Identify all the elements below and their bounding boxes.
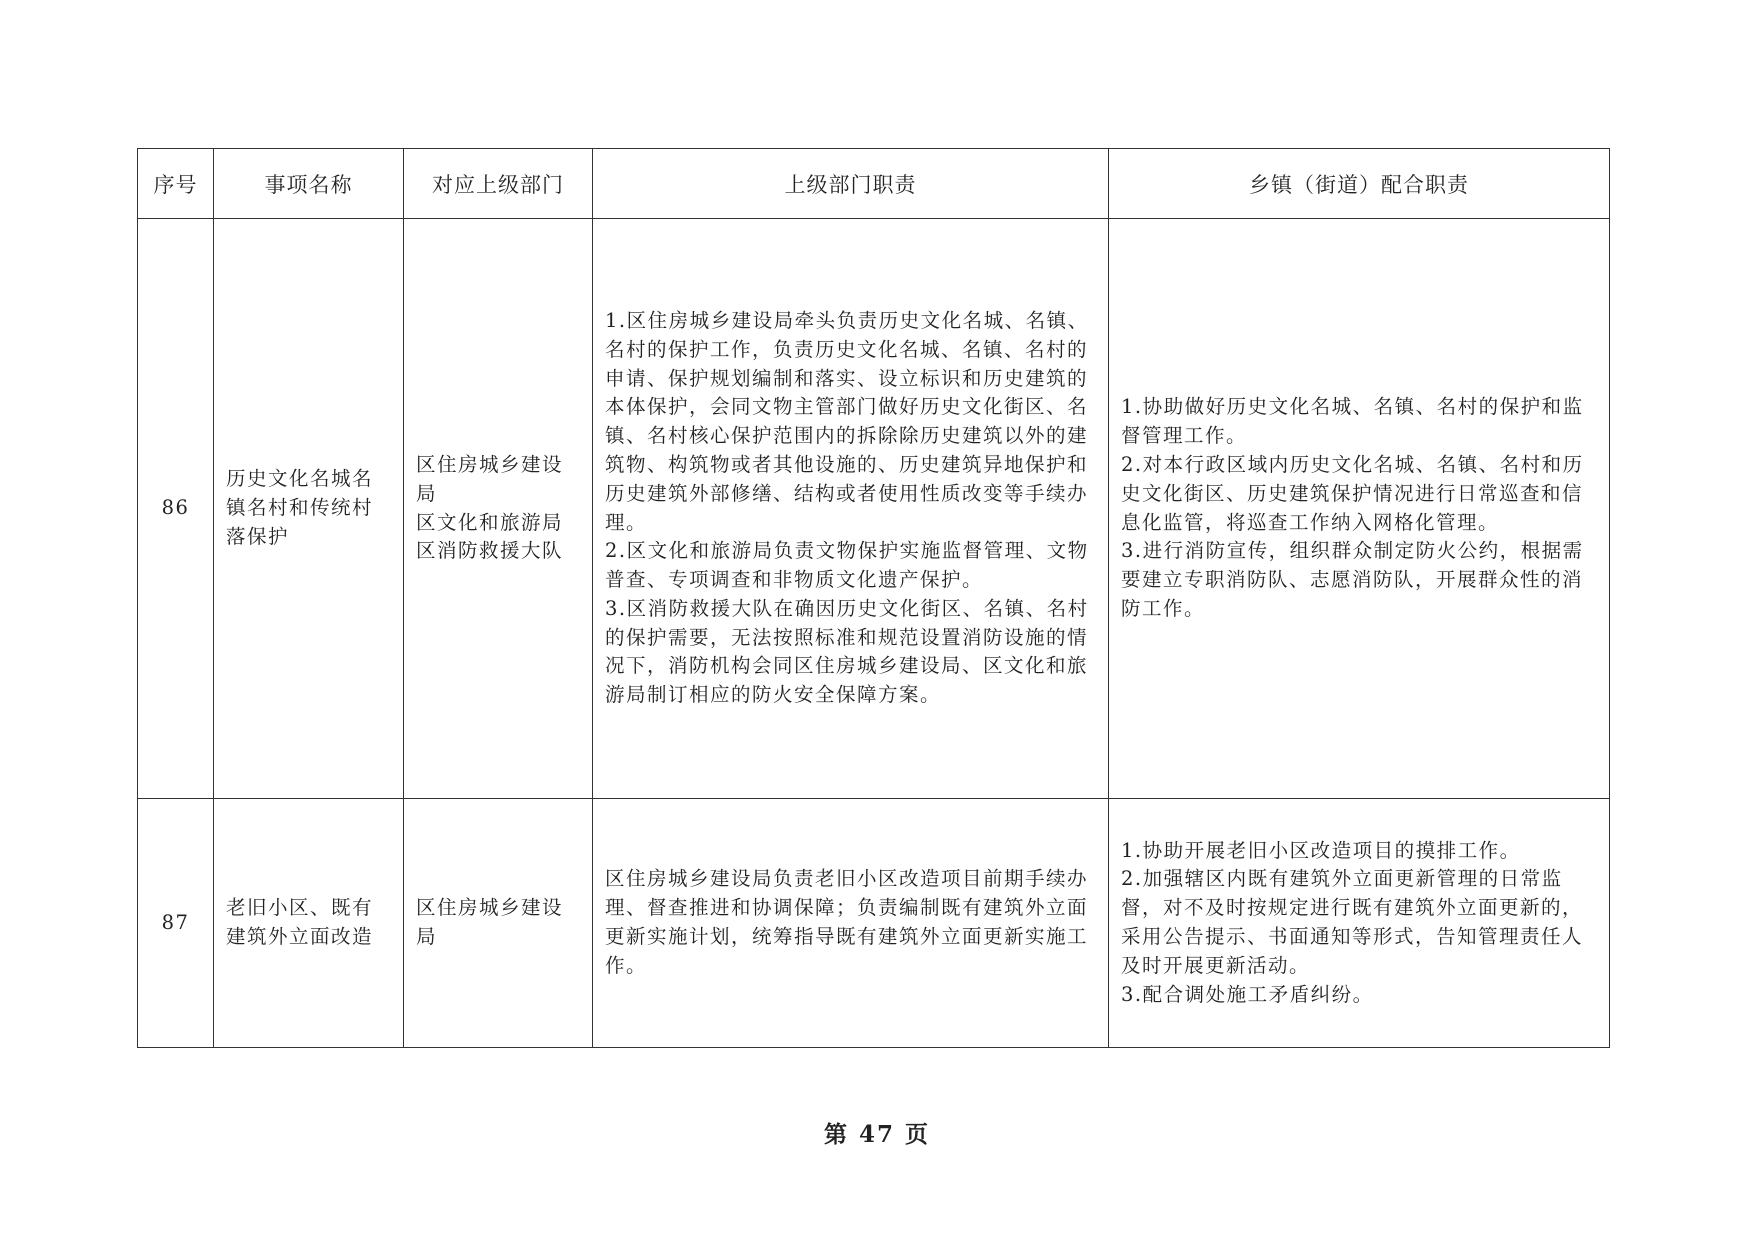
row-upper-duty — [593, 799, 1109, 1048]
row-town-duty — [1109, 799, 1610, 1048]
town-duty-paragraph: 2.对本行政区域内历史文化名城、名镇、名村和历史文化街区、历史建筑保护情况进行日常巡查和信息化监管，将巡查工作纳入网格化管理。 — [1121, 452, 1584, 534]
upper-duty-paragraph: 区住房城乡建设局负责老旧小区改造项目前期手续办理、督查推进和协调保障；负责编制既有建筑外立面更新实施计划，统筹指导既有建筑外立面更新实施工作。 — [605, 867, 1089, 977]
row-index: 87 — [138, 799, 214, 1048]
dept-line: 区文化和旅游局 — [416, 510, 564, 534]
item-name-text: 历史文化名城名镇名村和传统村落保护 — [226, 467, 374, 548]
item-name-text: 老旧小区、既有建筑外立面改造 — [226, 896, 374, 948]
dept-line: 区住房城乡建设局 — [416, 452, 564, 505]
upper-duty-paragraph: 2.区文化和旅游局负责文物保护实施监督管理、文物普查、专项调查和非物质文化遗产保护。 — [605, 539, 1089, 592]
page-number: 第 47 页 — [823, 1121, 931, 1148]
row-item-name — [214, 799, 404, 1048]
header-index: 序号 — [138, 149, 214, 219]
dept-line: 区消防救援大队 — [416, 539, 564, 563]
row-item-name — [214, 219, 404, 799]
row-town-duty — [1109, 219, 1610, 799]
table-header-row — [138, 149, 1610, 219]
header-upper-duty: 上级部门职责 — [593, 149, 1109, 219]
town-duty-paragraph: 1.协助开展老旧小区改造项目的摸排工作。 — [1121, 838, 1521, 862]
dept-line: 区住房城乡建设局 — [416, 896, 564, 948]
row-dept — [404, 219, 593, 799]
table-row — [138, 219, 1610, 799]
table-row — [138, 799, 1610, 1048]
upper-duty-paragraph: 3.区消防救援大队在确因历史文化街区、名镇、名村的保护需要，无法按照标准和规范设置消防设施的情况下，消防机构会同区住房城乡建设局、区文化和旅游局制订相应的防火安全保障方案。 — [605, 596, 1089, 707]
header-town-duty: 乡镇（街道）配合职责 — [1109, 149, 1610, 219]
row-index: 86 — [138, 219, 214, 799]
row-dept — [404, 799, 593, 1048]
header-dept: 对应上级部门 — [404, 149, 593, 219]
town-duty-paragraph: 3.配合调处施工矛盾纠纷。 — [1121, 982, 1374, 1006]
town-duty-paragraph: 2.加强辖区内既有建筑外立面更新管理的日常监督，对不及时按规定进行既有建筑外立面更新的，采用公告提示、书面通知等形式，告知管理责任人及时开展更新活动。 — [1121, 867, 1584, 977]
town-duty-paragraph: 1.协助做好历史文化名城、名镇、名村的保护和监督管理工作。 — [1121, 395, 1584, 448]
duty-table — [137, 148, 1610, 1048]
town-duty-paragraph: 3.进行消防宣传，组织群众制定防火公约，根据需要建立专职消防队、志愿消防队，开展群众性的消防工作。 — [1121, 539, 1584, 620]
upper-duty-paragraph: 1.区住房城乡建设局牵头负责历史文化名城、名镇、名村的保护工作，负责历史文化名城、名镇、名村的申请、保护规划编制和落实、设立标识和历史建筑的本体保护，会同文物主管部门做好历史文化街区、名镇、名村核心保护范围内的拆除除历史建筑以外的建筑物、构筑物或者其他设施的、历史建筑异地保护和历史建筑外部修缮、结构或者使用性质改变等手续办理。 — [605, 308, 1089, 534]
row-upper-duty — [593, 219, 1109, 799]
header-item-name: 事项名称 — [214, 149, 404, 219]
